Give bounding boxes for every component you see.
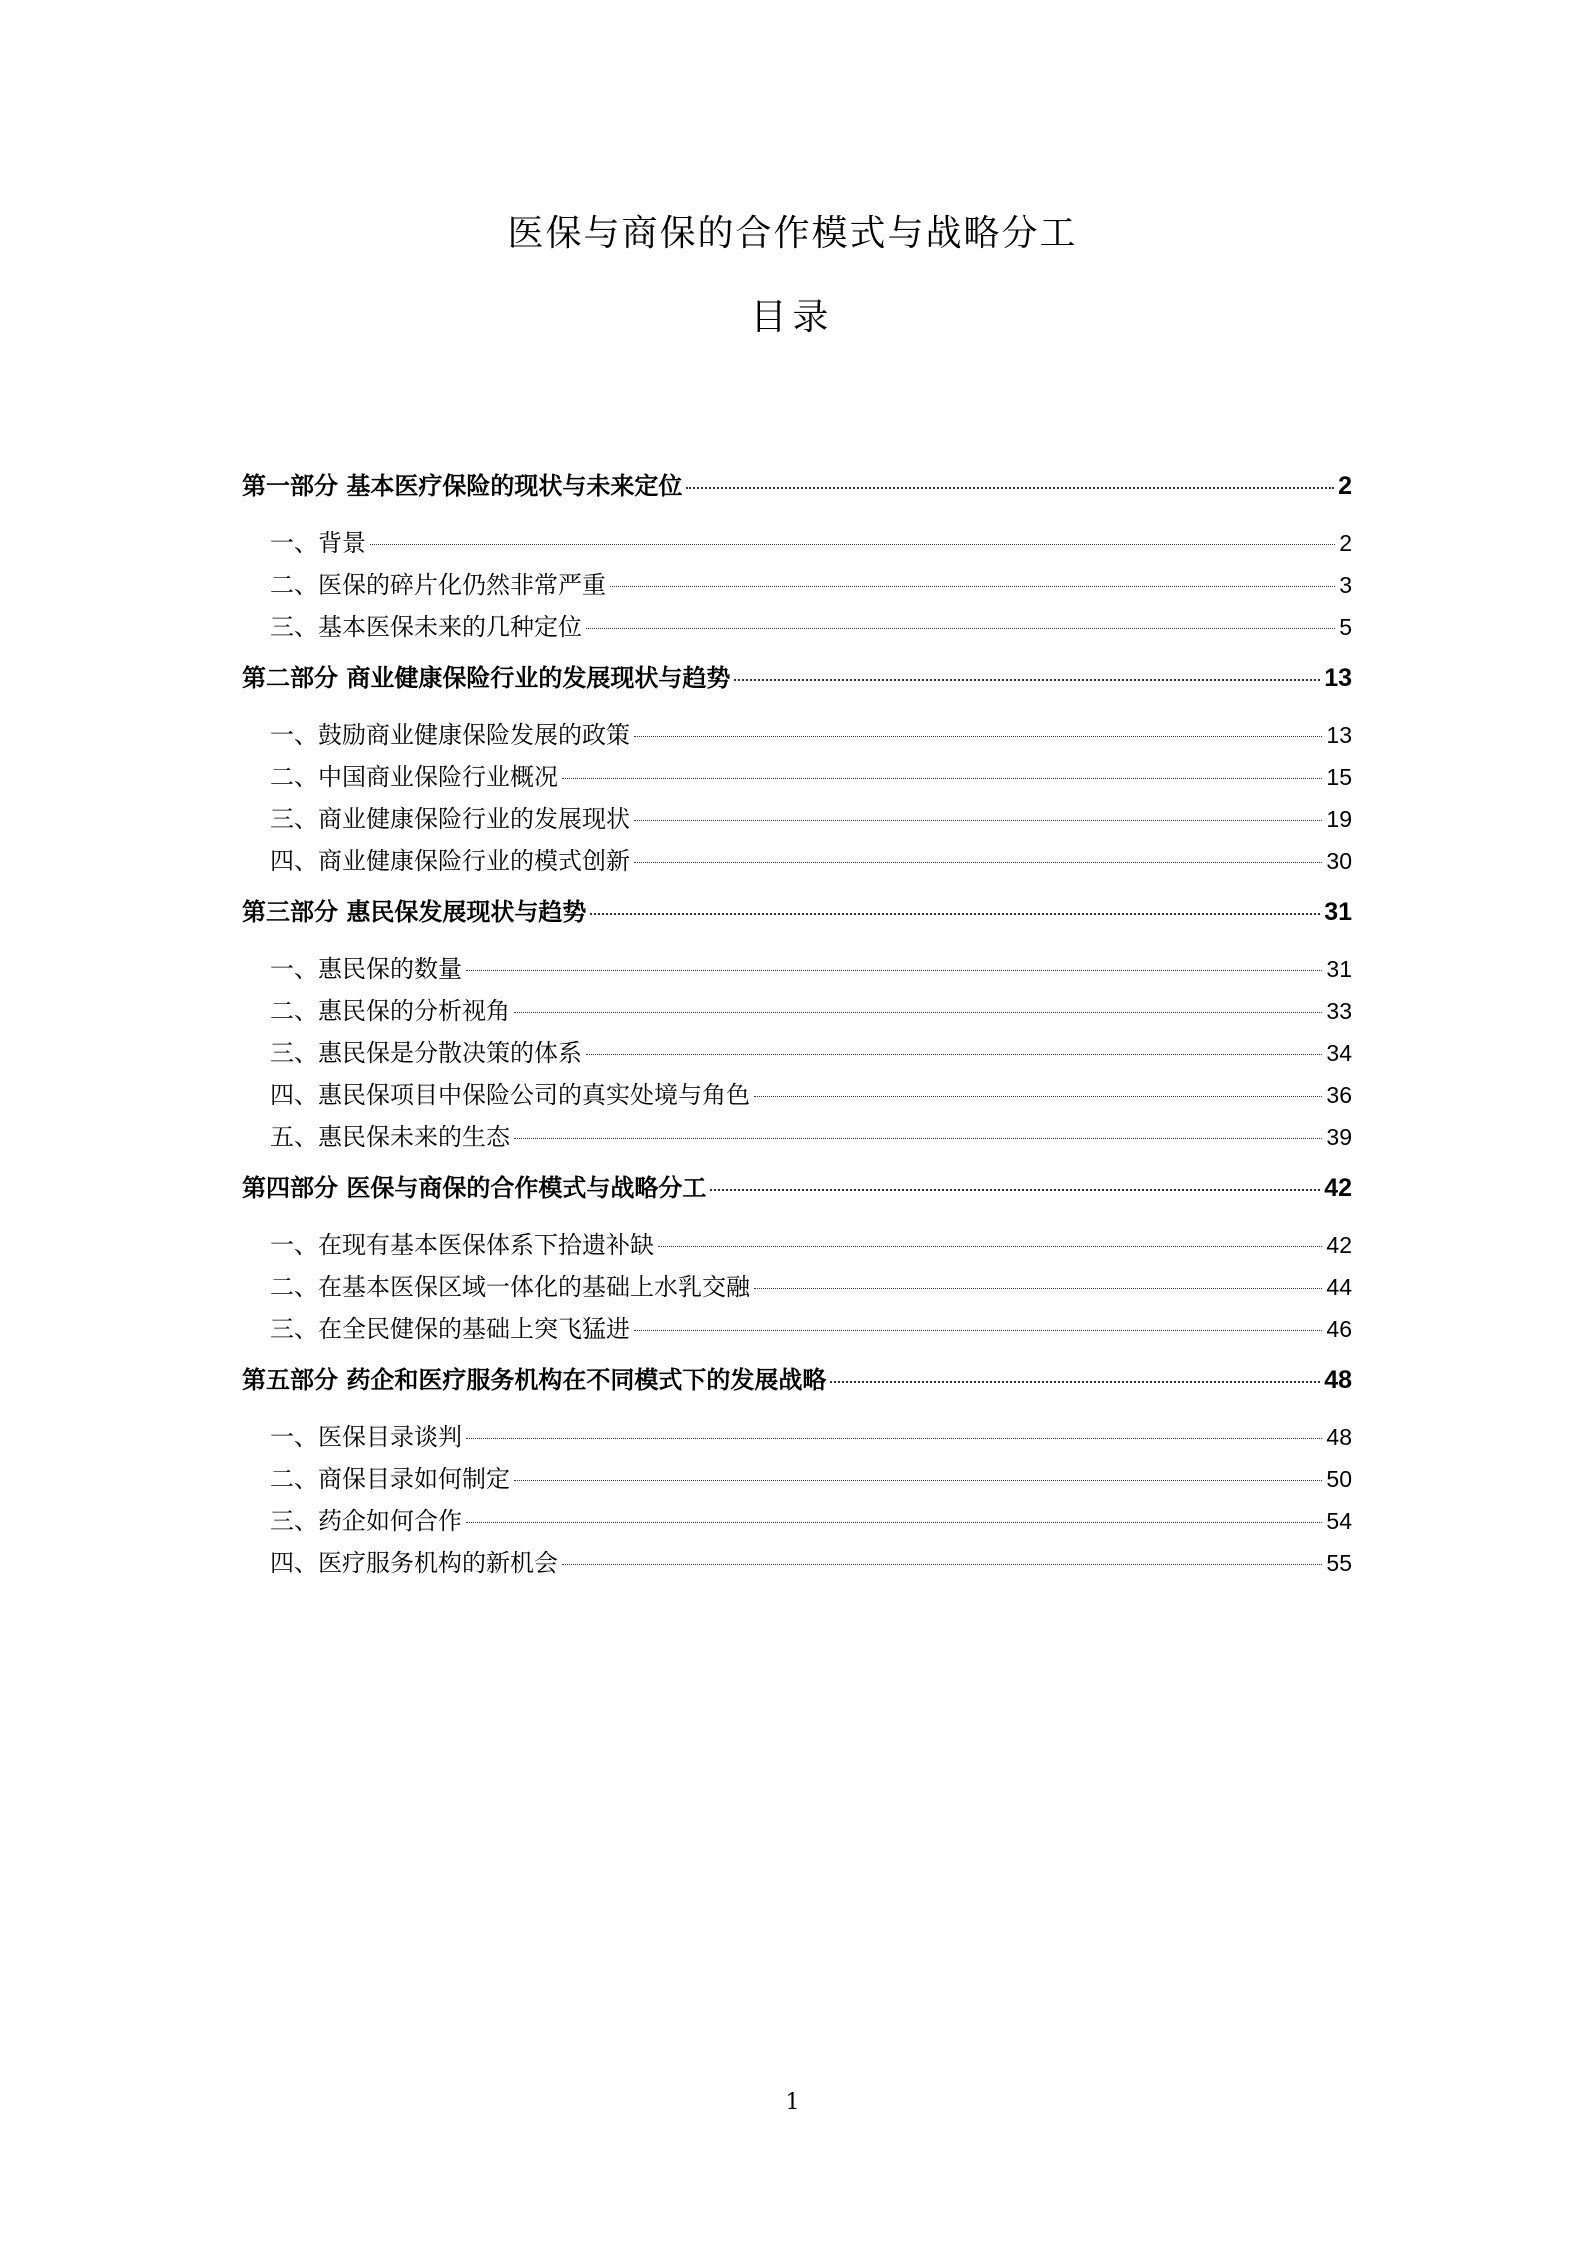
toc-section-page: 5 [1339,614,1352,640]
toc-section-label: 五、惠民保未来的生态 [270,1124,510,1151]
toc-section-page: 44 [1326,1274,1352,1300]
dot-leader [514,1012,1322,1013]
spacer [242,1216,1352,1224]
toc-section-page: 34 [1326,1040,1352,1066]
dot-leader [466,970,1322,971]
toc-part-page: 13 [1324,664,1352,692]
dot-leader [754,1096,1322,1097]
toc-section-page: 42 [1326,1232,1352,1258]
dot-leader [562,1564,1322,1565]
dot-leader [734,679,1320,681]
dot-leader [634,736,1322,737]
toc-section-entry[interactable] [242,1308,1352,1350]
toc-part-entry[interactable] [242,882,1352,940]
toc-part-page: 2 [1338,472,1352,500]
dot-leader [754,1288,1322,1289]
toc-section-label: 二、中国商业保险行业概况 [270,764,558,791]
toc-section-entry[interactable] [242,714,1352,756]
toc-section-page: 48 [1326,1424,1352,1450]
toc-section-label: 三、惠民保是分散决策的体系 [270,1040,582,1067]
toc-section-label: 一、医保目录谈判 [270,1424,462,1451]
dot-leader [710,1189,1320,1191]
toc-part-entry[interactable] [242,1350,1352,1408]
toc-section-page: 31 [1326,956,1352,982]
toc-part-entry[interactable] [242,1158,1352,1216]
toc-section-entry[interactable] [242,990,1352,1032]
toc-section-entry[interactable] [242,1116,1352,1158]
toc-section-page: 13 [1326,722,1352,748]
toc-section-label: 三、在全民健保的基础上突飞猛进 [270,1316,630,1343]
toc-section-page: 19 [1326,806,1352,832]
toc-section-entry[interactable] [242,1500,1352,1542]
toc-section-entry[interactable] [242,1074,1352,1116]
toc-section-label: 四、医疗服务机构的新机会 [270,1550,558,1577]
dot-leader [610,586,1335,587]
toc-part-label: 第三部分 惠民保发展现状与趋势 [242,897,587,926]
spacer [242,1408,1352,1416]
toc-part-label: 第一部分 基本医疗保险的现状与未来定位 [242,471,683,500]
toc-section-page: 30 [1326,848,1352,874]
toc-section-page: 2 [1339,530,1352,556]
toc-section-page: 55 [1326,1550,1352,1576]
toc-section-label: 二、在基本医保区域一体化的基础上水乳交融 [270,1274,750,1301]
toc-part-page: 48 [1324,1366,1352,1394]
toc-section-label: 一、惠民保的数量 [270,956,462,983]
dot-leader [466,1438,1322,1439]
toc-section-label: 一、鼓励商业健康保险发展的政策 [270,722,630,749]
dot-leader [590,913,1320,915]
dot-leader [370,544,1335,545]
toc-part-label: 第五部分 药企和医疗服务机构在不同模式下的发展战略 [242,1365,827,1394]
toc-section-page: 15 [1326,764,1352,790]
spacer [242,940,1352,948]
toc-section-entry[interactable] [242,1224,1352,1266]
dot-leader [634,820,1322,821]
toc-section-label: 一、在现有基本医保体系下拾遗补缺 [270,1232,654,1259]
toc-section-entry[interactable] [242,1416,1352,1458]
dot-leader [514,1480,1322,1481]
dot-leader [658,1246,1322,1247]
toc-section-entry[interactable] [242,756,1352,798]
toc-section-label: 一、背景 [270,530,366,557]
toc-part-entry[interactable] [242,648,1352,706]
toc-section-page: 50 [1326,1466,1352,1492]
toc-section-page: 3 [1339,572,1352,598]
dot-leader [686,487,1334,489]
toc-section-page: 54 [1326,1508,1352,1534]
toc-section-entry[interactable] [242,1458,1352,1500]
toc-section-label: 二、惠民保的分析视角 [270,998,510,1025]
toc-section-label: 三、商业健康保险行业的发展现状 [270,806,630,833]
dot-leader [562,778,1322,779]
toc-section-entry[interactable] [242,1266,1352,1308]
toc-section-page: 33 [1326,998,1352,1024]
toc-part-page: 42 [1324,1174,1352,1202]
toc-part-page: 31 [1324,898,1352,926]
dot-leader [634,1330,1322,1331]
toc-part-label: 第四部分 医保与商保的合作模式与战略分工 [242,1173,707,1202]
dot-leader [634,862,1322,863]
spacer [242,706,1352,714]
dot-leader [586,1054,1322,1055]
toc-section-entry[interactable] [242,1542,1352,1584]
page-number: 1 [785,2090,800,2115]
toc-section-label: 四、商业健康保险行业的模式创新 [270,848,630,875]
toc-section-label: 三、基本医保未来的几种定位 [270,614,582,641]
toc-section-label: 二、医保的碎片化仍然非常严重 [270,572,606,599]
toc-section-page: 39 [1326,1124,1352,1150]
document-title: 医保与商保的合作模式与战略分工 [507,213,1078,254]
toc-section-entry[interactable] [242,798,1352,840]
toc-section-label: 三、药企如何合作 [270,1508,462,1535]
toc-section-label: 四、惠民保项目中保险公司的真实处境与角色 [270,1082,750,1109]
toc-section-page: 36 [1326,1082,1352,1108]
dot-leader [514,1138,1322,1139]
toc-section-entry[interactable] [242,948,1352,990]
dot-leader [466,1522,1322,1523]
toc-section-entry[interactable] [242,522,1352,564]
dot-leader [586,628,1335,629]
toc-section-entry[interactable] [242,564,1352,606]
toc-section-entry[interactable] [242,606,1352,648]
toc-section-entry[interactable] [242,1032,1352,1074]
spacer [242,514,1352,522]
toc-part-entry[interactable] [242,456,1352,514]
toc-section-entry[interactable] [242,840,1352,882]
toc-part-label: 第二部分 商业健康保险行业的发展现状与趋势 [242,663,731,692]
toc-section-label: 二、商保目录如何制定 [270,1466,510,1493]
table-of-contents [242,456,1352,1584]
dot-leader [830,1381,1320,1383]
toc-section-page: 46 [1326,1316,1352,1342]
toc-heading: 目录 [750,297,835,338]
